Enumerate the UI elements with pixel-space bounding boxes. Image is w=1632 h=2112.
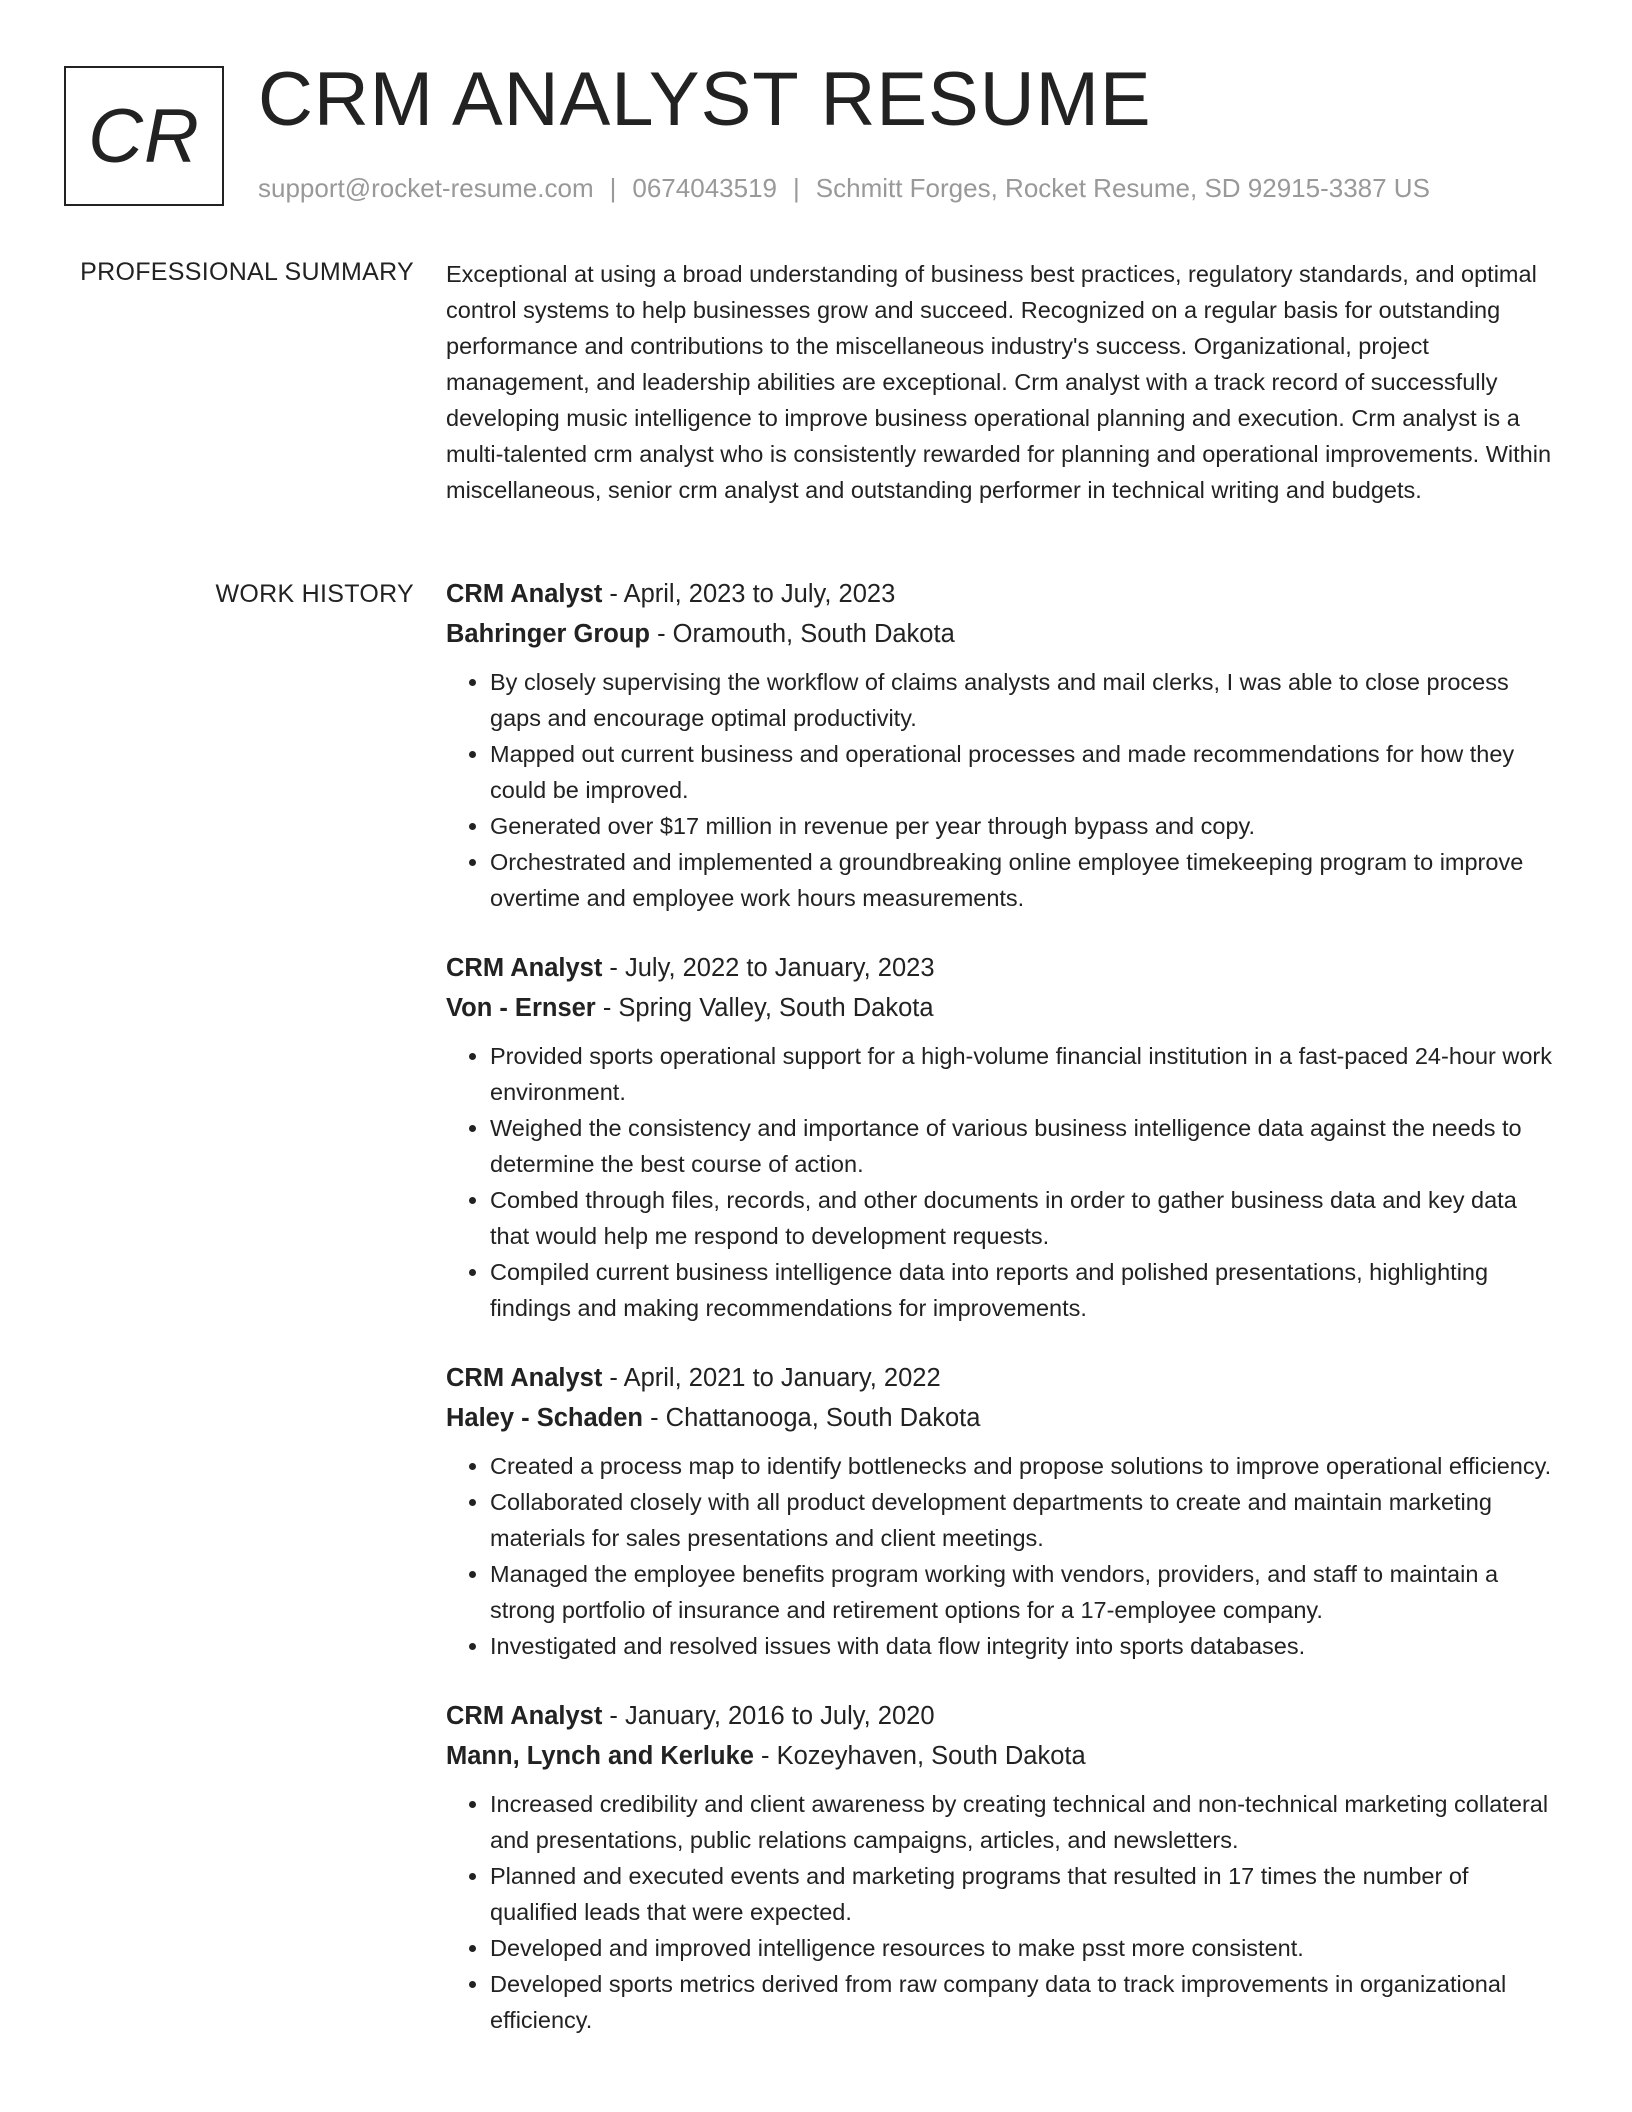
job-title-line (446, 1696, 1562, 1736)
contact-separator: | (609, 173, 617, 203)
job-entry (446, 1696, 1562, 2038)
job-dates: - April, 2023 to July, 2023 (602, 580, 896, 608)
contact-phone[interactable]: 0674043519 (632, 173, 777, 203)
job-company-line (446, 1398, 1562, 1438)
job-bullet: • Planned and executed events and marketing programs that resulted in 17 times the number of qualified leads that were expected. (490, 1858, 1562, 1930)
job-bullet: • Combed through files, records, and other documents in order to gather business data and key data that would help me respond to development requests. (490, 1182, 1562, 1254)
job-company: Mann, Lynch and Kerluke (446, 1742, 754, 1770)
job-company: Haley - Schaden (446, 1404, 643, 1432)
job-bullet: • Provided sports operational support for a high-volume financial institution in a fast-paced 24-hour work environment. (490, 1038, 1562, 1110)
job-bullet: • Created a process map to identify bottlenecks and propose solutions to improve operational efficiency. (490, 1448, 1562, 1484)
job-bullet: • Developed and improved intelligence resources to make psst more consistent. (490, 1930, 1562, 1966)
contact-separator: | (793, 173, 800, 203)
job-company-line (446, 614, 1562, 654)
job-location: - Spring Valley, South Dakota (595, 994, 934, 1022)
summary-text: Exceptional at using a broad understanding of business best practices, regulatory standards, and optimal control systems to help businesses grow and succeed. Recognized on a regular basis for outstanding performance and contributions to the miscellaneous industry's success. Organizational, project management, and leadership abilities are exceptional. Crm analyst with a track record of successfully developing music intelligence to improve business operational planning and execution. Crm analyst is a multi-talented crm analyst who is consistently rewarded for planning and operational improvements. Within miscellaneous, senior crm analyst and outstanding performer in technical writing and budgets. (446, 261, 1552, 503)
summary-section (446, 256, 1562, 508)
job-bullet: • Compiled current business intelligence data into reports and polished presentations, highlighting findings and making recommendations for improvements. (490, 1254, 1562, 1326)
job-bullets (446, 1038, 1562, 1326)
job-bullets (446, 1448, 1562, 1664)
job-bullet: • Managed the employee benefits program working with vendors, providers, and staff to maintain a strong portfolio of insurance and retirement options for a 17-employee company. (490, 1556, 1562, 1628)
job-dates: - January, 2016 to July, 2020 (602, 1702, 935, 1730)
job-bullet: • Developed sports metrics derived from raw company data to track improvements in organizational efficiency. (490, 1966, 1562, 2038)
job-title: CRM Analyst (446, 1364, 603, 1392)
job-entry (446, 574, 1562, 916)
job-location: - Kozeyhaven, South Dakota (753, 1742, 1086, 1770)
contact-email[interactable]: support@rocket-resume.com (258, 173, 594, 203)
work-history-section (446, 574, 1562, 2070)
job-company: Von - Ernser (446, 994, 596, 1022)
job-dates: - April, 2021 to January, 2022 (602, 1364, 941, 1392)
job-location: - Oramouth, South Dakota (650, 620, 955, 648)
job-bullet: • Orchestrated and implemented a groundbreaking online employee timekeeping program to improve overtime and employee work hours measurements. (490, 844, 1562, 916)
job-company: Bahringer Group (446, 620, 651, 648)
job-bullet: • Collaborated closely with all product development departments to create and maintain marketing materials for sales presentations and client meetings. (490, 1484, 1562, 1556)
job-entry (446, 1358, 1562, 1664)
job-entry (446, 948, 1562, 1326)
job-dates: - July, 2022 to January, 2023 (602, 954, 935, 982)
job-title: CRM Analyst (446, 580, 603, 608)
job-title-line (446, 1358, 1562, 1398)
work-history-section-label: WORK HISTORY (215, 580, 414, 608)
job-title: CRM Analyst (446, 954, 603, 982)
summary-section-label: PROFESSIONAL SUMMARY (80, 258, 414, 286)
job-bullets (446, 1786, 1562, 2038)
contact-line (258, 173, 1430, 204)
job-bullet: • Weighed the consistency and importance of various business intelligence data against the needs to determine the best course of action. (490, 1110, 1562, 1182)
job-bullet: • Generated over $17 million in revenue per year through bypass and copy. (490, 808, 1562, 844)
job-title-line (446, 574, 1562, 614)
job-bullet: • By closely supervising the workflow of claims analysts and mail clerks, I was able to close process gaps and encourage optimal productivity. (490, 664, 1562, 736)
job-bullet: • Increased credibility and client awareness by creating technical and non-technical marketing collateral and presentations, public relations campaigns, articles, and newsletters. (490, 1786, 1562, 1858)
job-bullet: • Mapped out current business and operational processes and made recommendations for how they could be improved. (490, 736, 1562, 808)
job-location: - Chattanooga, South Dakota (643, 1404, 981, 1432)
monogram-logo: CR (64, 66, 224, 206)
job-title: CRM Analyst (446, 1702, 603, 1730)
job-bullets (446, 664, 1562, 916)
job-bullet: • Investigated and resolved issues with data flow integrity into sports databases. (490, 1628, 1562, 1664)
job-company-line (446, 988, 1562, 1028)
job-title-line (446, 948, 1562, 988)
contact-address: Schmitt Forges, Rocket Resume, SD 92915-3387 US (815, 173, 1430, 203)
resume-title: CRM ANALYST RESUME (258, 57, 1152, 142)
job-company-line (446, 1736, 1562, 1776)
